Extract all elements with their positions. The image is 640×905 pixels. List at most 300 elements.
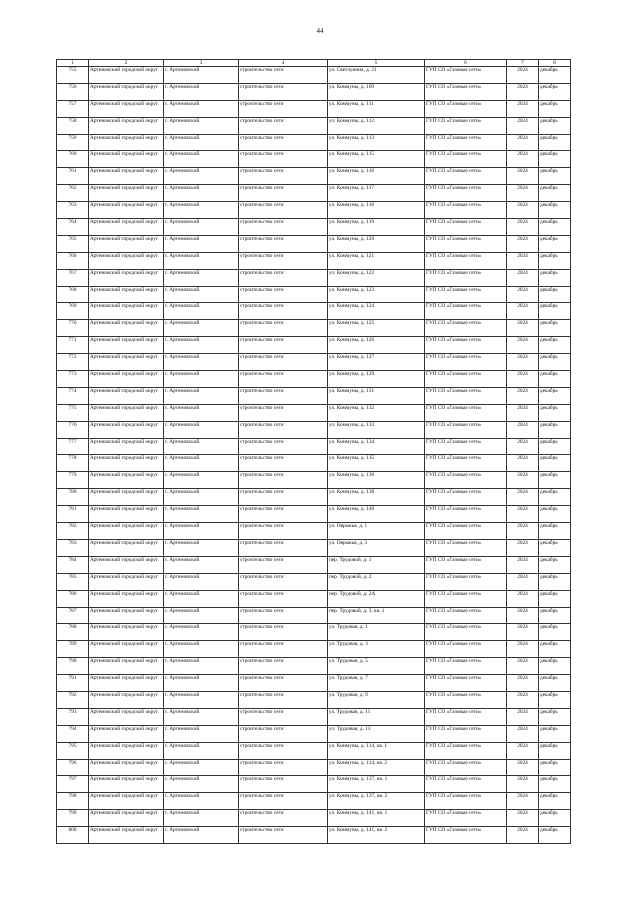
cell-district: Артемовский городской округ xyxy=(89,252,164,269)
cell-year: 2024 xyxy=(507,185,539,202)
cell-district: Артемовский городской округ xyxy=(89,151,164,168)
cell-work-type: строительство сети xyxy=(239,539,328,556)
cell-address: ул. Трудовая, д. 1 xyxy=(328,624,425,641)
cell-address: ул. Овражья, д. 3 xyxy=(328,539,425,556)
cell-district: Артемовский городской округ xyxy=(89,624,164,641)
cell-number: 774 xyxy=(57,387,89,404)
cell-year: 2024 xyxy=(507,607,539,624)
cell-number: 766 xyxy=(57,252,89,269)
cell-year: 2024 xyxy=(507,827,539,844)
table-row xyxy=(57,506,571,523)
cell-settlement: г. Артемовский xyxy=(164,489,239,506)
cell-district: Артемовский городской округ xyxy=(89,455,164,472)
cell-month: декабрь xyxy=(539,404,571,421)
cell-settlement: г. Артемовский xyxy=(164,506,239,523)
cell-year: 2024 xyxy=(507,556,539,573)
cell-operator: ГУП СО «Газовые сети» xyxy=(425,556,507,573)
cell-month: декабрь xyxy=(539,759,571,776)
cell-operator: ГУП СО «Газовые сети» xyxy=(425,658,507,675)
cell-month: декабрь xyxy=(539,506,571,523)
cell-work-type: строительство сети xyxy=(239,742,328,759)
cell-settlement: г. Артемовский xyxy=(164,607,239,624)
cell-month: декабрь xyxy=(539,776,571,793)
cell-work-type: строительство сети xyxy=(239,556,328,573)
cell-district: Артемовский городской округ xyxy=(89,523,164,540)
cell-district: Артемовский городской округ xyxy=(89,269,164,286)
cell-district: Артемовский городской округ xyxy=(89,573,164,590)
cell-number: 787 xyxy=(57,607,89,624)
table-row xyxy=(57,472,571,489)
cell-month: декабрь xyxy=(539,675,571,692)
cell-settlement: г. Артемовский xyxy=(164,168,239,185)
cell-settlement: г. Артемовский xyxy=(164,421,239,438)
cell-address: ул. Коммуны, д. 141, кв. 1 xyxy=(328,810,425,827)
cell-operator: ГУП СО «Газовые сети» xyxy=(425,387,507,404)
cell-operator: ГУП СО «Газовые сети» xyxy=(425,337,507,354)
cell-settlement: г. Артемовский xyxy=(164,134,239,151)
cell-district: Артемовский городской округ xyxy=(89,185,164,202)
cell-number: 771 xyxy=(57,337,89,354)
cell-year: 2024 xyxy=(507,151,539,168)
table-row xyxy=(57,354,571,371)
column-header: 2 xyxy=(89,60,164,67)
cell-year: 2024 xyxy=(507,286,539,303)
table-row xyxy=(57,691,571,708)
cell-operator: ГУП СО «Газовые сети» xyxy=(425,523,507,540)
cell-number: 785 xyxy=(57,573,89,590)
cell-year: 2024 xyxy=(507,404,539,421)
cell-number: 761 xyxy=(57,168,89,185)
cell-number: 793 xyxy=(57,708,89,725)
cell-address: ул. Трудовая, д. 13 xyxy=(328,725,425,742)
cell-district: Артемовский городской округ xyxy=(89,539,164,556)
cell-settlement: г. Артемовский xyxy=(164,573,239,590)
cell-number: 797 xyxy=(57,776,89,793)
cell-address: ул. Коммуны, д. 119 xyxy=(328,219,425,236)
cell-address: ул. Коммуны, д. 138 xyxy=(328,489,425,506)
cell-settlement: г. Артемовский xyxy=(164,269,239,286)
cell-address: ул. Коммуны, д. 114, кв. 1 xyxy=(328,742,425,759)
cell-settlement: г. Артемовский xyxy=(164,472,239,489)
cell-work-type: строительство сети xyxy=(239,776,328,793)
cell-work-type: строительство сети xyxy=(239,235,328,252)
cell-settlement: г. Артемовский xyxy=(164,742,239,759)
cell-address: ул. Коммуны, д. 124 xyxy=(328,303,425,320)
cell-district: Артемовский городской округ xyxy=(89,708,164,725)
cell-work-type: строительство сети xyxy=(239,641,328,658)
cell-year: 2024 xyxy=(507,590,539,607)
cell-month: декабрь xyxy=(539,421,571,438)
cell-work-type: строительство сети xyxy=(239,185,328,202)
cell-year: 2024 xyxy=(507,269,539,286)
cell-year: 2024 xyxy=(507,742,539,759)
table-row xyxy=(57,185,571,202)
cell-number: 769 xyxy=(57,303,89,320)
cell-operator: ГУП СО «Газовые сети» xyxy=(425,354,507,371)
cell-number: 759 xyxy=(57,134,89,151)
cell-address: ул. Коммуны, д. 111 xyxy=(328,100,425,117)
cell-operator: ГУП СО «Газовые сети» xyxy=(425,489,507,506)
cell-work-type: строительство сети xyxy=(239,489,328,506)
cell-number: 786 xyxy=(57,590,89,607)
cell-number: 777 xyxy=(57,438,89,455)
page-number: 44 xyxy=(316,27,324,35)
cell-address: ул. Коммуны, д. 137, кв. 2 xyxy=(328,793,425,810)
cell-district: Артемовский городской округ xyxy=(89,83,164,100)
cell-settlement: г. Артемовский xyxy=(164,810,239,827)
cell-settlement: г. Артемовский xyxy=(164,83,239,100)
cell-address: ул. Коммуны, д. 116 xyxy=(328,168,425,185)
cell-address: пер. Трудовой, д. 2 xyxy=(328,573,425,590)
cell-year: 2024 xyxy=(507,523,539,540)
cell-district: Артемовский городской округ xyxy=(89,725,164,742)
cell-operator: ГУП СО «Газовые сети» xyxy=(425,83,507,100)
cell-month: декабрь xyxy=(539,539,571,556)
column-header: 7 xyxy=(507,60,539,67)
cell-work-type: строительство сети xyxy=(239,404,328,421)
cell-district: Артемовский городской округ xyxy=(89,691,164,708)
cell-operator: ГУП СО «Газовые сети» xyxy=(425,320,507,337)
cell-settlement: г. Артемовский xyxy=(164,117,239,134)
cell-month: декабрь xyxy=(539,337,571,354)
cell-district: Артемовский городской округ xyxy=(89,117,164,134)
cell-district: Артемовский городской округ xyxy=(89,810,164,827)
cell-month: декабрь xyxy=(539,489,571,506)
cell-work-type: строительство сети xyxy=(239,725,328,742)
cell-district: Артемовский городской округ xyxy=(89,354,164,371)
cell-number: 799 xyxy=(57,810,89,827)
table-row xyxy=(57,641,571,658)
table-row xyxy=(57,219,571,236)
cell-settlement: г. Артемовский xyxy=(164,303,239,320)
cell-settlement: г. Артемовский xyxy=(164,320,239,337)
cell-month: декабрь xyxy=(539,573,571,590)
cell-number: 781 xyxy=(57,506,89,523)
cell-settlement: г. Артемовский xyxy=(164,354,239,371)
cell-year: 2024 xyxy=(507,371,539,388)
cell-month: декабрь xyxy=(539,354,571,371)
cell-work-type: строительство сети xyxy=(239,438,328,455)
cell-work-type: строительство сети xyxy=(239,523,328,540)
table-row xyxy=(57,675,571,692)
table-row xyxy=(57,759,571,776)
table-row xyxy=(57,489,571,506)
cell-month: декабрь xyxy=(539,202,571,219)
table-row xyxy=(57,371,571,388)
cell-operator: ГУП СО «Газовые сети» xyxy=(425,219,507,236)
cell-month: декабрь xyxy=(539,438,571,455)
cell-operator: ГУП СО «Газовые сети» xyxy=(425,742,507,759)
cell-month: декабрь xyxy=(539,590,571,607)
cell-month: декабрь xyxy=(539,235,571,252)
cell-settlement: г. Артемовский xyxy=(164,252,239,269)
cell-district: Артемовский городской округ xyxy=(89,421,164,438)
cell-district: Артемовский городской округ xyxy=(89,438,164,455)
cell-number: 800 xyxy=(57,827,89,844)
table-row xyxy=(57,404,571,421)
cell-address: пер. Трудовой, д. 3, кв. 1 xyxy=(328,607,425,624)
cell-operator: ГУП СО «Газовые сети» xyxy=(425,100,507,117)
table-row xyxy=(57,725,571,742)
cell-work-type: строительство сети xyxy=(239,506,328,523)
cell-operator: ГУП СО «Газовые сети» xyxy=(425,455,507,472)
table-row xyxy=(57,455,571,472)
cell-work-type: строительство сети xyxy=(239,387,328,404)
cell-address: ул. Коммуны, д. 115 xyxy=(328,151,425,168)
cell-work-type: строительство сети xyxy=(239,624,328,641)
cell-district: Артемовский городской округ xyxy=(89,556,164,573)
cell-month: декабрь xyxy=(539,320,571,337)
cell-operator: ГУП СО «Газовые сети» xyxy=(425,151,507,168)
table-row xyxy=(57,793,571,810)
cell-work-type: строительство сети xyxy=(239,607,328,624)
table-row xyxy=(57,134,571,151)
table-row xyxy=(57,523,571,540)
cell-month: декабрь xyxy=(539,742,571,759)
cell-operator: ГУП СО «Газовые сети» xyxy=(425,725,507,742)
table-row xyxy=(57,320,571,337)
cell-work-type: строительство сети xyxy=(239,100,328,117)
cell-year: 2024 xyxy=(507,658,539,675)
cell-operator: ГУП СО «Газовые сети» xyxy=(425,573,507,590)
cell-settlement: г. Артемовский xyxy=(164,387,239,404)
cell-month: декабрь xyxy=(539,83,571,100)
cell-settlement: г. Артемовский xyxy=(164,658,239,675)
column-header: 1 xyxy=(57,60,89,67)
column-header: 8 xyxy=(539,60,571,67)
cell-work-type: строительство сети xyxy=(239,269,328,286)
cell-month: декабрь xyxy=(539,100,571,117)
cell-month: декабрь xyxy=(539,168,571,185)
cell-work-type: строительство сети xyxy=(239,691,328,708)
cell-operator: ГУП СО «Газовые сети» xyxy=(425,303,507,320)
cell-work-type: строительство сети xyxy=(239,590,328,607)
table-row xyxy=(57,235,571,252)
table-row xyxy=(57,67,571,84)
cell-year: 2024 xyxy=(507,354,539,371)
cell-work-type: строительство сети xyxy=(239,421,328,438)
cell-work-type: строительство сети xyxy=(239,759,328,776)
cell-number: 784 xyxy=(57,556,89,573)
cell-district: Артемовский городской округ xyxy=(89,793,164,810)
cell-operator: ГУП СО «Газовые сети» xyxy=(425,539,507,556)
cell-address: пер. Трудовой, д. 2А xyxy=(328,590,425,607)
cell-address: ул. Коммуны, д. 122 xyxy=(328,269,425,286)
cell-address: ул. Коммуны, д. 135 xyxy=(328,455,425,472)
cell-address: ул. Трудовая, д. 11 xyxy=(328,708,425,725)
cell-month: декабрь xyxy=(539,624,571,641)
cell-month: декабрь xyxy=(539,472,571,489)
cell-address: ул. Трудовая, д. 3 xyxy=(328,641,425,658)
cell-district: Артемовский городской округ xyxy=(89,286,164,303)
table-row xyxy=(57,607,571,624)
cell-year: 2024 xyxy=(507,573,539,590)
table-row xyxy=(57,742,571,759)
table-row xyxy=(57,556,571,573)
cell-work-type: строительство сети xyxy=(239,134,328,151)
cell-number: 788 xyxy=(57,624,89,641)
cell-year: 2024 xyxy=(507,387,539,404)
cell-address: ул. Коммуны, д. 141, кв. 2 xyxy=(328,827,425,844)
gasification-register-table xyxy=(56,59,571,844)
cell-address: ул. Коммуны, д. 140 xyxy=(328,506,425,523)
cell-month: декабрь xyxy=(539,523,571,540)
cell-operator: ГУП СО «Газовые сети» xyxy=(425,371,507,388)
cell-address: ул. Коммуны, д. 131 xyxy=(328,387,425,404)
cell-operator: ГУП СО «Газовые сети» xyxy=(425,759,507,776)
cell-settlement: г. Артемовский xyxy=(164,691,239,708)
cell-number: 758 xyxy=(57,117,89,134)
cell-address: ул. Коммуны, д. 120 xyxy=(328,235,425,252)
cell-district: Артемовский городской округ xyxy=(89,590,164,607)
cell-operator: ГУП СО «Газовые сети» xyxy=(425,827,507,844)
cell-settlement: г. Артемовский xyxy=(164,776,239,793)
cell-month: декабрь xyxy=(539,185,571,202)
cell-operator: ГУП СО «Газовые сети» xyxy=(425,185,507,202)
cell-address: ул. Коммуны, д. 121 xyxy=(328,252,425,269)
table-row xyxy=(57,658,571,675)
cell-address: ул. Коммуны, д. 112 xyxy=(328,117,425,134)
cell-district: Артемовский городской округ xyxy=(89,100,164,117)
cell-settlement: г. Артемовский xyxy=(164,286,239,303)
table-row xyxy=(57,438,571,455)
table-row xyxy=(57,573,571,590)
cell-operator: ГУП СО «Газовые сети» xyxy=(425,590,507,607)
cell-operator: ГУП СО «Газовые сети» xyxy=(425,134,507,151)
table-row xyxy=(57,810,571,827)
cell-year: 2024 xyxy=(507,776,539,793)
cell-number: 776 xyxy=(57,421,89,438)
cell-district: Артемовский городской округ xyxy=(89,303,164,320)
cell-district: Артемовский городской округ xyxy=(89,219,164,236)
cell-address: ул. Трудовая, д. 7 xyxy=(328,675,425,692)
cell-work-type: строительство сети xyxy=(239,219,328,236)
cell-settlement: г. Артемовский xyxy=(164,556,239,573)
cell-work-type: строительство сети xyxy=(239,827,328,844)
table-row xyxy=(57,202,571,219)
cell-district: Артемовский городской округ xyxy=(89,67,164,84)
cell-district: Артемовский городской округ xyxy=(89,202,164,219)
cell-number: 763 xyxy=(57,202,89,219)
cell-number: 780 xyxy=(57,489,89,506)
cell-year: 2024 xyxy=(507,759,539,776)
cell-year: 2024 xyxy=(507,472,539,489)
cell-year: 2024 xyxy=(507,810,539,827)
cell-operator: ГУП СО «Газовые сети» xyxy=(425,675,507,692)
cell-operator: ГУП СО «Газовые сети» xyxy=(425,776,507,793)
cell-settlement: г. Артемовский xyxy=(164,185,239,202)
table-row xyxy=(57,337,571,354)
cell-work-type: строительство сети xyxy=(239,455,328,472)
cell-month: декабрь xyxy=(539,556,571,573)
cell-address: ул. Коммуны, д. 136 xyxy=(328,472,425,489)
cell-number: 755 xyxy=(57,67,89,84)
cell-month: декабрь xyxy=(539,725,571,742)
cell-district: Артемовский городской округ xyxy=(89,827,164,844)
cell-year: 2024 xyxy=(507,691,539,708)
cell-operator: ГУП СО «Газовые сети» xyxy=(425,438,507,455)
table-row xyxy=(57,387,571,404)
cell-district: Артемовский городской округ xyxy=(89,404,164,421)
table-row xyxy=(57,421,571,438)
cell-settlement: г. Артемовский xyxy=(164,590,239,607)
header-row xyxy=(57,60,571,67)
column-header: 4 xyxy=(239,60,328,67)
cell-district: Артемовский городской округ xyxy=(89,675,164,692)
cell-work-type: строительство сети xyxy=(239,303,328,320)
cell-operator: ГУП СО «Газовые сети» xyxy=(425,607,507,624)
cell-year: 2024 xyxy=(507,337,539,354)
cell-year: 2024 xyxy=(507,708,539,725)
cell-operator: ГУП СО «Газовые сети» xyxy=(425,793,507,810)
cell-month: декабрь xyxy=(539,286,571,303)
cell-number: 795 xyxy=(57,742,89,759)
cell-work-type: строительство сети xyxy=(239,658,328,675)
cell-year: 2024 xyxy=(507,641,539,658)
cell-operator: ГУП СО «Газовые сети» xyxy=(425,421,507,438)
table-row xyxy=(57,168,571,185)
cell-district: Артемовский городской округ xyxy=(89,742,164,759)
cell-work-type: строительство сети xyxy=(239,168,328,185)
cell-work-type: строительство сети xyxy=(239,472,328,489)
cell-month: декабрь xyxy=(539,252,571,269)
table-row xyxy=(57,252,571,269)
cell-settlement: г. Артемовский xyxy=(164,371,239,388)
cell-settlement: г. Артемовский xyxy=(164,827,239,844)
cell-number: 775 xyxy=(57,404,89,421)
cell-settlement: г. Артемовский xyxy=(164,793,239,810)
cell-address: ул. Коммуны, д. 125 xyxy=(328,320,425,337)
cell-number: 762 xyxy=(57,185,89,202)
cell-settlement: г. Артемовский xyxy=(164,219,239,236)
cell-district: Артемовский городской округ xyxy=(89,371,164,388)
cell-settlement: г. Артемовский xyxy=(164,523,239,540)
cell-year: 2024 xyxy=(507,134,539,151)
table-row xyxy=(57,708,571,725)
cell-year: 2024 xyxy=(507,202,539,219)
cell-work-type: строительство сети xyxy=(239,202,328,219)
cell-district: Артемовский городской округ xyxy=(89,134,164,151)
cell-address: ул. Трудовая, д. 9 xyxy=(328,691,425,708)
cell-year: 2024 xyxy=(507,539,539,556)
cell-work-type: строительство сети xyxy=(239,337,328,354)
cell-work-type: строительство сети xyxy=(239,573,328,590)
cell-work-type: строительство сети xyxy=(239,151,328,168)
cell-address: ул. Трудовая, д. 5 xyxy=(328,658,425,675)
table-row xyxy=(57,624,571,641)
cell-settlement: г. Артемовский xyxy=(164,641,239,658)
cell-operator: ГУП СО «Газовые сети» xyxy=(425,168,507,185)
cell-number: 782 xyxy=(57,523,89,540)
cell-settlement: г. Артемовский xyxy=(164,337,239,354)
cell-work-type: строительство сети xyxy=(239,83,328,100)
cell-address: ул. Коммуны, д. 127 xyxy=(328,354,425,371)
cell-district: Артемовский городской округ xyxy=(89,607,164,624)
cell-month: декабрь xyxy=(539,371,571,388)
cell-year: 2024 xyxy=(507,624,539,641)
cell-settlement: г. Артемовский xyxy=(164,438,239,455)
cell-operator: ГУП СО «Газовые сети» xyxy=(425,286,507,303)
cell-address: ул. Коммуны, д. 123 xyxy=(328,286,425,303)
cell-number: 791 xyxy=(57,675,89,692)
table-row xyxy=(57,117,571,134)
cell-number: 790 xyxy=(57,658,89,675)
cell-number: 767 xyxy=(57,269,89,286)
cell-district: Артемовский городской округ xyxy=(89,320,164,337)
table-row xyxy=(57,539,571,556)
cell-settlement: г. Артемовский xyxy=(164,100,239,117)
cell-operator: ГУП СО «Газовые сети» xyxy=(425,235,507,252)
